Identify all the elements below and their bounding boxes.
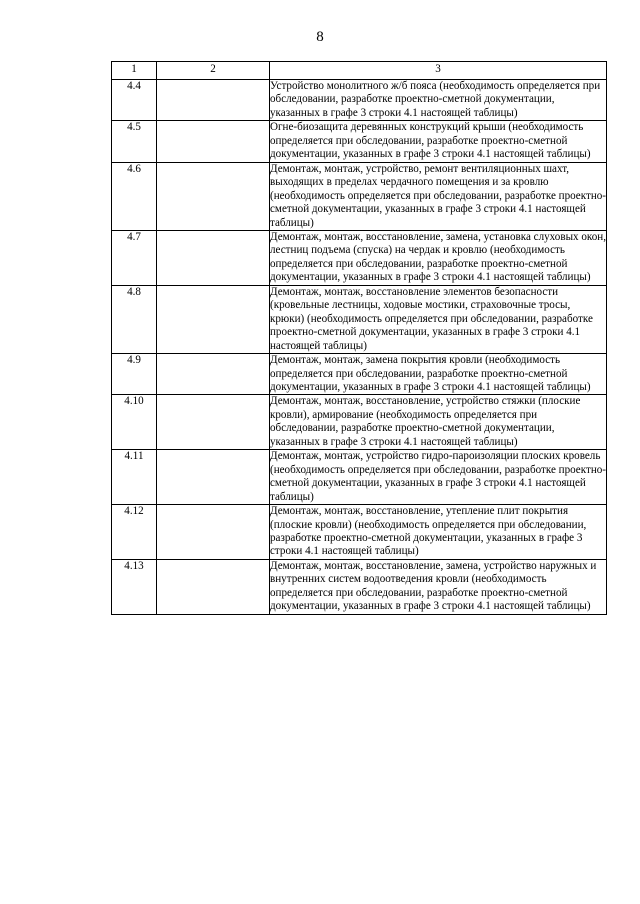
- row-number: 4.10: [112, 395, 157, 450]
- row-col2: [157, 162, 270, 230]
- table-row: [112, 450, 607, 505]
- row-number: 4.8: [112, 285, 157, 353]
- table-row: [112, 354, 607, 395]
- row-number: 4.6: [112, 162, 157, 230]
- row-number: 4.13: [112, 559, 157, 614]
- row-number: 4.7: [112, 230, 157, 285]
- row-description: Демонтаж, монтаж, устройство, ремонт вентиляционных шахт, выходящих в пределах чердачного помещения и за кровлю (необходимость определяется при обследовании, разработке проектно-сметной документации, указанных в графе 3 строки 4.1 настоящей таблицы): [270, 162, 607, 229]
- row-number: 4.12: [112, 505, 157, 560]
- table-row: [112, 121, 607, 162]
- table-row: [112, 162, 607, 230]
- row-number: 4.9: [112, 354, 157, 395]
- row-col2: [157, 354, 270, 395]
- works-table: [111, 61, 607, 615]
- table-row: [112, 80, 607, 121]
- row-description: Демонтаж, монтаж, восстановление, устройство стяжки (плоские кровли), армирование (необходимость определяется при обследовании, разработке проектно-сметной документации, указанных в графе 3 строки 4.1 настоящей таблицы): [270, 395, 607, 450]
- table-row: [112, 559, 607, 614]
- page-number: 8: [316, 29, 324, 45]
- row-description: Демонтаж, монтаж, устройство гидро-пароизоляции плоских кровель (необходимость определяется при обследовании, разработке проектно-сметной документации, указанных в графе 3 строки 4.1 настоящей таблицы): [270, 450, 607, 503]
- row-col2: [157, 450, 270, 505]
- row-description: Огне-биозащита деревянных конструкций крыши (необходимость определяется при обследовании, разработке проектно-сметной документации, указанных в графе 3 строки 4.1 настоящей таблицы): [270, 121, 607, 162]
- row-description: Демонтаж, монтаж, восстановление элементов безопасности (кровельные лестницы, ходовые мостики, страховочные тросы, крюки) (необходимость определяется при обследовании, разработке проектно-сметной документации, указанных в графе 3 строки 4.1 настоящей таблицы): [270, 285, 607, 353]
- column-header-3: 3: [270, 62, 607, 80]
- row-description: Демонтаж, монтаж, восстановление, замена, устройство наружных и внутренних систем водоотведения кровли (необходимость определяется при обследовании, разработке проектно-сметной документации, указанных в графе 3 строки 4.1 настоящей таблицы): [270, 559, 607, 614]
- column-header-2: 2: [157, 62, 270, 80]
- table-row: [112, 230, 607, 285]
- row-col2: [157, 395, 270, 450]
- column-header-1: 1: [112, 62, 157, 80]
- table-row: [112, 505, 607, 560]
- row-col2: [157, 80, 270, 121]
- row-description: Демонтаж, монтаж, восстановление, замена, установка слуховых окон, лестниц подъема (спуска) на чердак и кровлю (необходимость определяется при обследовании, разработке проектно-сметной документации, указанных в графе 3 строки 4.1 настоящей таблицы): [270, 230, 606, 284]
- row-col2: [157, 505, 270, 560]
- table-row: [112, 395, 607, 450]
- row-col2: [157, 121, 270, 162]
- row-number: 4.4: [112, 80, 157, 121]
- table-header-row: [112, 62, 607, 80]
- row-col2: [157, 230, 270, 285]
- table-body: [112, 80, 607, 615]
- row-description: Устройство монолитного ж/б пояса (необходимость определяется при обследовании, разработке проектно-сметной документации, указанных в графе 3 строки 4.1 настоящей таблицы): [270, 80, 607, 121]
- table-row: [112, 285, 607, 353]
- row-col2: [157, 285, 270, 353]
- row-description: Демонтаж, монтаж, замена покрытия кровли (необходимость определяется при обследовании, разработке проектно-сметной документации, указанных в графе 3 строки 4.1 настоящей таблицы): [270, 354, 607, 395]
- row-col2: [157, 559, 270, 614]
- row-description: Демонтаж, монтаж, восстановление, утепление плит покрытия (плоские кровли) (необходимость определяется при обследовании, разработке проектно-сметной документации, указанных в графе 3 строки 4.1 настоящей таблицы): [270, 505, 607, 560]
- row-number: 4.11: [112, 450, 157, 505]
- row-number: 4.5: [112, 121, 157, 162]
